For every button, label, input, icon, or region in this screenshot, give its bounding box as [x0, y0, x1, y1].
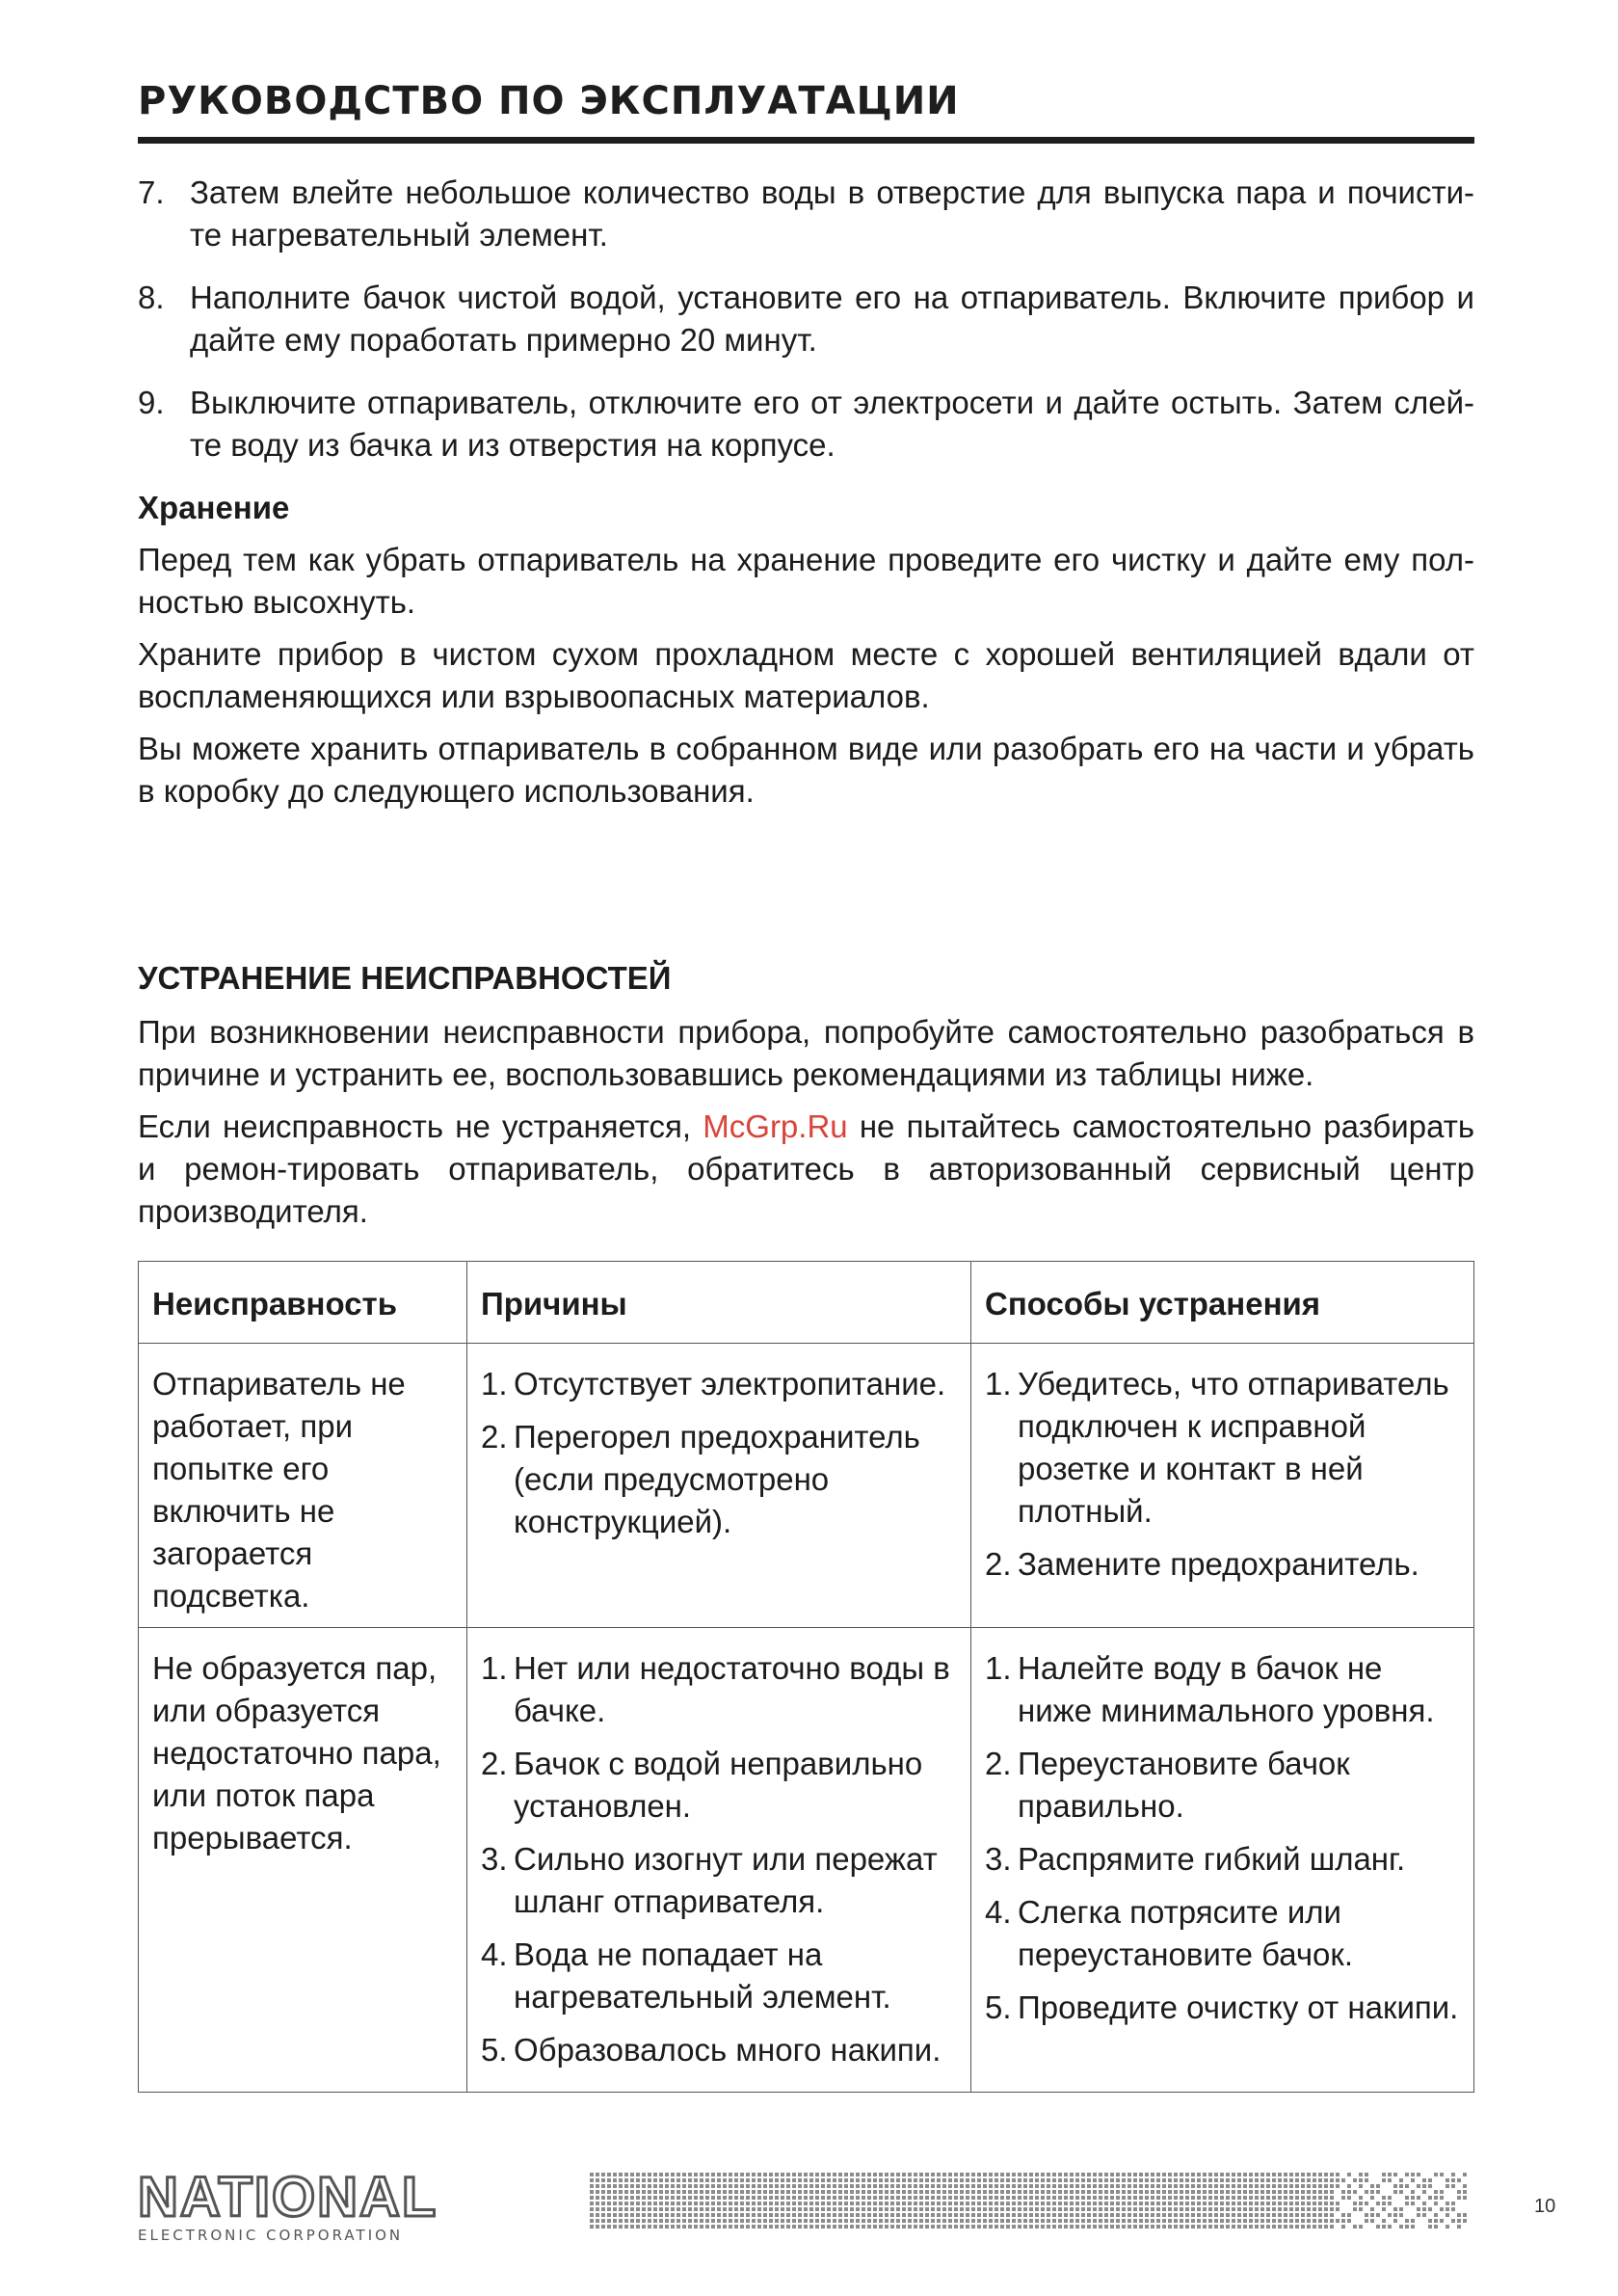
list-item: 1. Отсутствует электропитание. [481, 1366, 946, 1402]
step-text: Затем влейте небольшое количество воды в отверстие для выпуска пара и почисти-те нагревательный элемент. [190, 174, 1474, 253]
remedy-text: Слегка потрясите или переустановите бачок. [1018, 1894, 1354, 1972]
cause-text: Образовалось много накипи. [514, 2032, 942, 2068]
list-item: 4. Слегка потрясите или переустановите бачок. [985, 1894, 1354, 1972]
column-header-causes: Причины [467, 1262, 971, 1344]
storage-paragraph: Храните прибор в чистом сухом прохладном месте с хорошей вентиляцией вдали от воспламеняющихся или взрывоопасных материалов. [138, 636, 1474, 714]
remedy-text: Замените предохранитель. [1018, 1546, 1419, 1582]
column-header-fault: Неисправность [139, 1262, 467, 1344]
storage-paragraph: Перед тем как убрать отпариватель на хранение проведите его чистку и дайте ему пол-ностью высохнуть. [138, 542, 1474, 620]
remedy-text: Проведите очистку от накипи. [1018, 1989, 1459, 2025]
remedies-cell [971, 1628, 1474, 2093]
remedy-text: Переустановите бачок правильно. [1018, 1746, 1350, 1824]
troubleshooting-heading: УСТРАНЕНИЕ НЕИСПРАВНОСТЕЙ [138, 960, 672, 996]
remedy-text: Налейте воду в бачок не ниже минимального уровня. [1018, 1650, 1435, 1728]
national-logo [138, 2166, 438, 2244]
list-item: 1. Налейте воду в бачок не ниже минимального уровня. [985, 1650, 1435, 1728]
list-item: 5. Образовалось много накипи. [481, 2032, 942, 2068]
list-item: 2. Бачок с водой неправильно установлен. [481, 1746, 923, 1824]
warning-text-start: Если неисправность не устраняется, [138, 1108, 703, 1144]
list-item [138, 172, 1474, 256]
step-number: 8. [138, 280, 165, 315]
cause-text: Вода не попадает на нагревательный элемент. [514, 1936, 891, 2015]
remedies-cell [971, 1344, 1474, 1628]
causes-cell [467, 1344, 971, 1628]
step-number: 7. [138, 174, 165, 210]
table-row [139, 1344, 1474, 1628]
storage-heading: Хранение [138, 490, 290, 525]
cause-text: Нет или недостаточно воды в бачке. [514, 1650, 950, 1728]
list-item: 3. Сильно изогнут или пережат шланг отпаривателя. [481, 1841, 938, 1919]
causes-cell [467, 1628, 971, 2093]
fault-cell: Не образуется пар, или образуется недостаточно пара, или поток пара прерывается. [139, 1628, 467, 2093]
step-number: 9. [138, 385, 165, 420]
decorative-dot-band [590, 2173, 1469, 2230]
storage-paragraph: Вы можете хранить отпариватель в собранном виде или разобрать его на части и убрать в коробку до следующего использования. [138, 731, 1474, 809]
watermark-text: McGrp.Ru [703, 1108, 848, 1144]
cause-text: Отсутствует электропитание. [514, 1366, 946, 1402]
list-item: 5. Проведите очистку от накипи. [985, 1989, 1459, 2025]
list-item: 2. Замените предохранитель. [985, 1546, 1419, 1582]
warning-text-end: не пытайтесь самостоятельно разбирать и ремон-тировать отпариватель, обратитесь в авторизованный сервисный центр производителя. [138, 1108, 1475, 1229]
list-item: 3. Распрямите гибкий шланг. [985, 1841, 1406, 1877]
column-header-remedies: Способы устранения [971, 1262, 1474, 1344]
remedy-text: Распрямите гибкий шланг. [1018, 1841, 1406, 1877]
step-text: Выключите отпариватель, отключите его от электросети и дайте остыть. Затем слей-те воду из бачка и из отверстия на корпусе. [190, 385, 1474, 463]
step-text: Наполните бачок чистой водой, установите его на отпариватель. Включите прибор и дайте ему поработать примерно 20 минут. [190, 280, 1474, 358]
fault-cell: Отпариватель не работает, при попытке его включить не загорается подсветка. [139, 1344, 467, 1628]
list-item: 1. Нет или недостаточно воды в бачке. [481, 1650, 950, 1728]
logo-corporation: ELECTRONIC CORPORATION [138, 2227, 404, 2244]
cause-text: Бачок с водой неправильно установлен. [514, 1746, 923, 1824]
cleaning-steps-list [138, 172, 1474, 467]
remedy-text: Убедитесь, что отпариватель подключен к исправной розетке и контакт в ней плотный. [1018, 1366, 1449, 1529]
cause-text: Перегорел предохранитель (если предусмотрено конструкцией). [514, 1419, 920, 1539]
logo-brand: NATIONAL [138, 2166, 438, 2229]
table-row [139, 1628, 1474, 2093]
list-item: 4. Вода не попадает на нагревательный элемент. [481, 1936, 891, 2015]
list-item [138, 382, 1474, 467]
page-number: 10 [1534, 2196, 1556, 2217]
main-content [138, 172, 1474, 1242]
troubleshooting-warning [138, 1106, 1474, 1233]
page-header [138, 79, 1474, 144]
list-item [138, 277, 1474, 361]
list-item: 1. Убедитесь, что отпариватель подключен к исправной розетке и контакт в ней плотный. [985, 1366, 1449, 1529]
table-header-row [139, 1262, 1474, 1344]
troubleshooting-intro: При возникновении неисправности прибора, попробуйте самостоятельно разобраться в причине и устранить ее, воспользовавшись рекомендациями из таблицы ниже. [138, 1014, 1474, 1092]
list-item: 2. Переустановите бачок правильно. [985, 1746, 1350, 1824]
troubleshooting-table [138, 1261, 1474, 2093]
cause-text: Сильно изогнут или пережат шланг отпаривателя. [514, 1841, 938, 1919]
page-title: РУКОВОДСТВО ПО ЭКСПЛУАТАЦИИ [138, 79, 960, 123]
list-item: 2. Перегорел предохранитель (если предусмотрено конструкцией). [481, 1419, 920, 1539]
